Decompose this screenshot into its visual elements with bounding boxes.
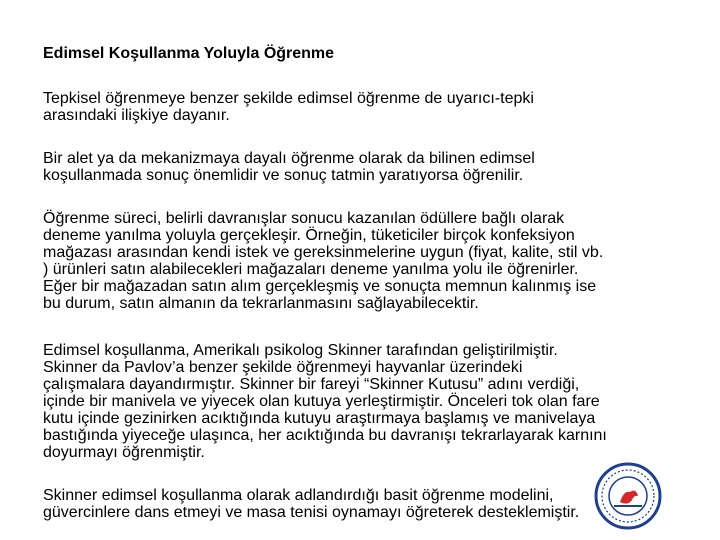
paragraph-line: Tepkisel öğrenmeye benzer şekilde edimsel öğrenme de uyarıcı-tepki	[43, 90, 534, 107]
paragraph-5	[43, 487, 579, 521]
paragraph-2	[43, 150, 535, 184]
paragraph-line: Öğrenme süreci, belirli davranışlar sonucu kazanılan ödüllere bağlı olarak	[43, 210, 565, 227]
paragraph-line: Eğer bir mağazadan satın alım gerçekleşmiş ve sonuçta memnun kalınmış ise	[43, 278, 597, 295]
slide-title: Edimsel Koşullanma Yoluyla Öğrenme	[43, 45, 335, 62]
paragraph-line: kutu içinde gezinirken acıktığında kutuyu araştırmaya başlamış ve manivelaya	[43, 410, 596, 427]
paragraph-line: mağazası arasından kendi istek ve gereksinmelerine uygun (fiyat, kalite, stil vb.	[43, 244, 604, 261]
paragraph-line: koşullanmada sonuç önemlidir ve sonuç tatmin yaratıyorsa öğrenilir.	[43, 167, 524, 184]
paragraph-line: içinde bir manivela ve yiyecek olan kutuya yerleştirmiştir. Önceleri tok olan fare	[43, 393, 600, 410]
paragraph-4	[43, 342, 607, 461]
paragraph-line: Bir alet ya da mekanizmaya dayalı öğrenme olarak da bilinen edimsel	[43, 150, 535, 167]
paragraph-line: deneme yanılma yoluyla gerçekleşir. Örneğin, tüketiciler birçok konfeksiyon	[43, 227, 575, 244]
paragraph-line: çalışmalara dayandırmıştır. Skinner bir fareyi “Skinner Kutusu” adını verdiği,	[43, 376, 580, 393]
paragraph-line: doyurmayı öğrenmiştir.	[43, 444, 205, 461]
university-seal-icon	[594, 462, 662, 530]
paragraph-line: bastığında yiyeceğe ulaşınca, her acıktığında bu davranışı tekrarlayarak karnını	[43, 427, 607, 444]
paragraph-line: arasındaki ilişkiye dayanır.	[43, 107, 230, 124]
paragraph-line: güvercinlere dans etmeyi ve masa tenisi oynamayı öğreterek desteklemiştir.	[43, 504, 580, 521]
paragraph-line: Edimsel koşullanma, Amerikalı psikolog Skinner tarafından geliştirilmiştir.	[43, 342, 558, 359]
paragraph-3	[43, 210, 603, 312]
paragraph-line: Skinner edimsel koşullanma olarak adlandırdığı basit öğrenme modelini,	[43, 487, 554, 504]
paragraph-1	[43, 90, 534, 124]
paragraph-line: bu durum, satın almanın da tekrarlanmasını sağlayabilecektir.	[43, 295, 479, 312]
paragraph-line: Skinner da Pavlov’a benzer şekilde öğrenmeyi hayvanlar üzerindeki	[43, 359, 523, 376]
paragraph-line: ) ürünleri satın alabilecekleri mağazaları deneme yanılma yolu ile öğrenirler.	[43, 261, 579, 278]
